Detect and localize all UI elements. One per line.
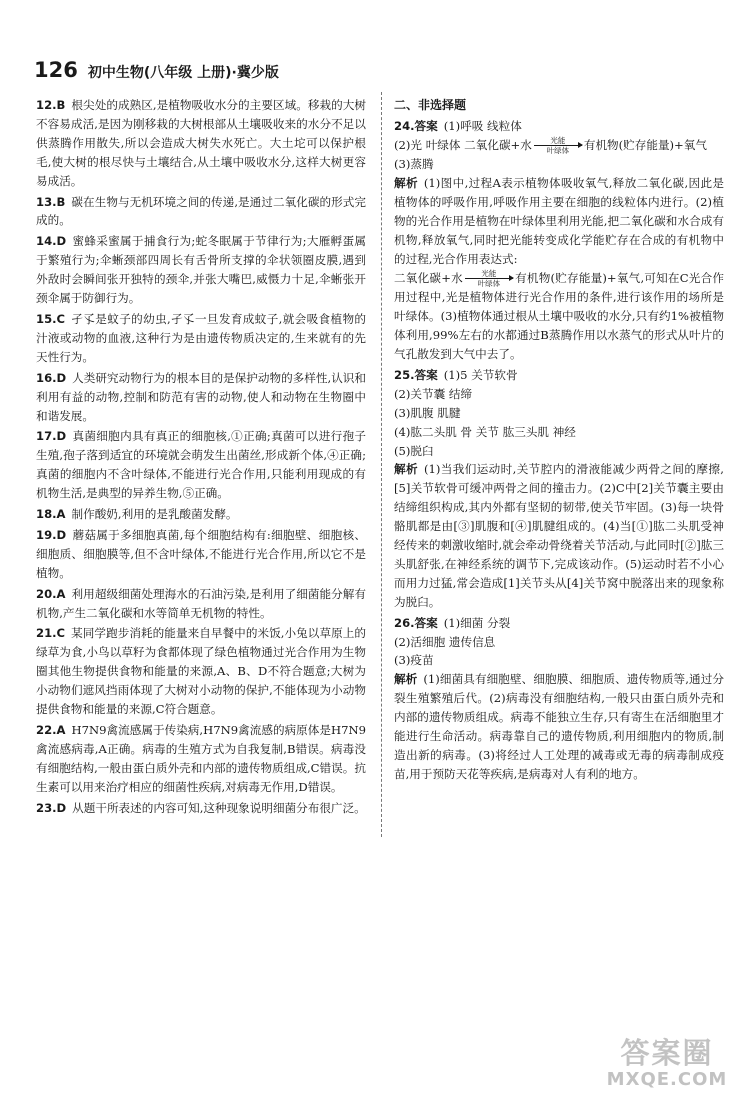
- item-number: 13.B: [36, 194, 66, 209]
- page-number: 126: [34, 58, 78, 82]
- answer-item: [36, 505, 366, 524]
- reaction-arrow: [465, 269, 513, 288]
- answer-label: 24.答案: [394, 118, 438, 133]
- item-text: 真菌细胞内具有真正的细胞核,①正确;真菌可以进行孢子生殖,孢子落到适宜的环境就会萌发生出菌丝,形成新个体,④正确;真菌的细胞内不含叶绿体,不能进行光合作用,只能利用现成的有机物生活,是典型的异养生物,⑤正确。: [36, 429, 366, 501]
- answer-line: (1)5 关节软骨: [443, 367, 518, 382]
- item-text: 根尖处的成熟区,是植物吸收水分的主要区域。移栽的大树不容易成活,是因为刚移栽的大树根部从土壤吸收来的水分不足以供蒸腾作用散失,所以会造成大树失水死亡。大土坨可以保护根毛,使大树的根尽快与土壤结合,从土壤中吸收水分,这样大树更容易成活。: [36, 98, 366, 188]
- explanation-label: 解析: [394, 176, 418, 191]
- answer-item: [36, 526, 366, 583]
- explanation-text: 有机物(贮存能量)+氧气,可知在C光合作用过程中,光是植物体进行光合作用的条件,进行该作用的场所是叶绿体。(3)植物体通过根从土壤中吸收的水分,只有约1%被植物体利用,99%左右的水都通过B蒸腾作用以水蒸气的形式从叶片的气孔散发到大气中去了。: [394, 270, 724, 361]
- answer-item: [36, 427, 366, 503]
- watermark-url: MXQE.COM: [606, 1069, 728, 1090]
- answer-item: [36, 799, 366, 818]
- answer-line: (3)肌腹 肌腱: [394, 405, 461, 420]
- item-number: 19.D: [36, 527, 67, 542]
- item-number: 16.D: [36, 370, 67, 385]
- arrow-site: 叶绿体: [546, 146, 570, 156]
- answer-line: (2)光 叶绿体 二氧化碳+水: [394, 137, 532, 152]
- item-number: 22.A: [36, 723, 66, 737]
- arrow-icon: [534, 145, 582, 146]
- explanation-label: 解析: [394, 462, 418, 477]
- answer-label: 26.答案: [394, 615, 438, 630]
- answer-item: [36, 232, 366, 308]
- question-25: [394, 366, 724, 612]
- item-text: 从题干所表述的内容可知,这种现象说明细菌分布很广泛。: [72, 800, 366, 815]
- explanation-text: (1)当我们运动时,关节腔内的滑液能减少两骨之间的摩擦,[5]关节软骨可缓冲两骨之间的撞击力。(2)C中[2]关节囊主要由结缔组织构成,其内外都有坚韧的韧带,使关节牢固。(3)每一块骨骼肌都是由[③]肌腹和[④]肌腱组成的。(4)当[①]肱二头肌受神经传来的刺激收缩时,就会牵动骨绕着关节活动,与此同时[②]肱三头肌舒张,在神经系统的调节下,完成该动作。(5)运动时若不小心而用力过猛,常会造成[1]关节头从[4]关节窝中脱落出来的现象称为脱臼。: [394, 462, 724, 609]
- answer-line: (2)关节囊 结缔: [394, 386, 473, 401]
- item-text: 制作酸奶,利用的是乳酸菌发酵。: [71, 507, 238, 522]
- book-title: 初中生物(八年级 上册)·冀少版: [87, 65, 279, 81]
- answer-item: [36, 721, 366, 797]
- answer-line: (4)肱二头肌 骨 关节 肱三头肌 神经: [394, 424, 576, 439]
- item-number: 15.C: [36, 311, 66, 326]
- column-divider: [381, 92, 382, 837]
- item-text: 碳在生物与无机环境之间的传递,是通过二氧化碳的形式完成的。: [36, 194, 366, 228]
- item-text: H7N9禽流感属于传染病,H7N9禽流感的病原体是H7N9禽流感病毒,A正确。病毒的生殖方式为自我复制,B错误。病毒没有细胞结构,一般由蛋白质外壳和内部的遗传物质组成,C错误。抗生素可以用来治疗相应的细菌性疾病,对病毒无作用,D错误。: [36, 723, 366, 794]
- explanation-label: 解析: [394, 672, 418, 687]
- arrow-condition: 光能: [481, 269, 497, 279]
- arrow-condition: 光能: [550, 136, 566, 146]
- item-number: 17.D: [36, 429, 67, 444]
- answer-line: (1)细菌 分裂: [443, 615, 511, 630]
- answer-line: 有机物(贮存能量)+氧气: [583, 137, 707, 152]
- question-24: [394, 117, 724, 364]
- item-number: 14.D: [36, 234, 67, 249]
- answer-item: [36, 310, 366, 367]
- arrow-icon: [465, 278, 513, 279]
- item-text: 蘑菇属于多细胞真菌,每个细胞结构有:细胞壁、细胞核、细胞质、细胞膜等,但不含叶绿体,不能进行光合作用,所以它不是植物。: [36, 527, 366, 580]
- answer-line: (1)呼吸 线粒体: [443, 118, 522, 133]
- answer-label: 25.答案: [394, 367, 438, 382]
- item-text: 蜜蜂采蜜属于捕食行为;蛇冬眠属于节律行为;大雁孵蛋属于繁殖行为;伞蜥颈部四周长有舌骨所支撑的伞状领圈皮膜,遇到外敌时会瞬间张开独特的颈伞,并张大嘴巴,威慑力十足,伞蜥张开颈伞属于防御行为。: [36, 234, 366, 306]
- watermark-text: 答案圈: [620, 1036, 714, 1070]
- item-text: 某同学跑步消耗的能量来自早餐中的米饭,小兔以草原上的绿草为食,小鸟以草籽为食都体现了绿色植物通过光合作用为生物圈其他生物提供食物和能量的来源,A、B、D不符合题意;大树为小动物们遮风挡雨体现了大树对小动物的保护,不能体现为小动物提供食物和能量的来源,C符合题意。: [36, 626, 366, 717]
- section-title: 二、非选择题: [394, 98, 467, 112]
- answer-item: [36, 369, 366, 426]
- explanation-text: (1)图中,过程A表示植物体吸收氧气,释放二氧化碳,因此是植物体的呼吸作用,呼吸作用主要在细胞的线粒体内进行。(2)植物的光合作用是植物在叶绿体里利用光能,把二氧化碳和水合成有机物,释放氧气,同时把光能转变成化学能贮存在合成的有机物中的过程,光合作用表达式:: [394, 176, 724, 266]
- answer-line: (5)脱臼: [394, 443, 434, 458]
- answer-item: [36, 193, 366, 231]
- reaction-arrow: [534, 136, 582, 155]
- left-column: [36, 96, 366, 820]
- item-text: 人类研究动物行为的根本目的是保护动物的多样性,认识和利用有益的动物,控制和防范有害的动物,使人和动物在生物圈中和谐发展。: [36, 370, 366, 423]
- item-number: 12.B: [36, 98, 66, 112]
- item-number: 20.A: [36, 586, 66, 601]
- watermark-logo: [592, 1037, 742, 1095]
- answer-line: (2)活细胞 遗传信息: [394, 634, 496, 649]
- answer-item: [36, 96, 366, 191]
- answer-item: [36, 624, 366, 719]
- answer-line: (3)蒸腾: [394, 157, 434, 172]
- answer-line: (3)疫苗: [394, 653, 434, 668]
- item-number: 18.A: [36, 507, 66, 522]
- answer-item: [36, 585, 366, 623]
- equation-left: 二氧化碳+水: [394, 270, 463, 285]
- page-header: [34, 58, 279, 86]
- item-text: 利用超级细菌处理海水的石油污染,是利用了细菌能分解有机物,产生二氧化碳和水等简单无机物的特性。: [36, 586, 366, 620]
- right-column: [394, 96, 724, 786]
- item-text: 孑孓是蚊子的幼虫,孑孓一旦发育成蚊子,就会吸食植物的汁液或动物的血液,这种行为是由遗传物质决定的,生来就有的先天性行为。: [36, 311, 366, 364]
- item-number: 21.C: [36, 626, 66, 641]
- item-number: 23.D: [36, 800, 67, 815]
- explanation-text: (1)细菌具有细胞壁、细胞膜、细胞质、遗传物质等,通过分裂生殖繁殖后代。(2)病毒没有细胞结构,一般只由蛋白质外壳和内部的遗传物质组成。病毒不能独立生存,只有寄生在活细胞里才能进行生命活动。病毒靠自己的遗传物质,利用细胞内的物质,制造出新的病毒。(3)将经过人工处理的减毒或无毒的病毒制成疫苗,用于预防天花等疾病,是病毒对人有利的地方。: [394, 672, 724, 781]
- question-26: [394, 614, 724, 784]
- arrow-site: 叶绿体: [477, 279, 501, 289]
